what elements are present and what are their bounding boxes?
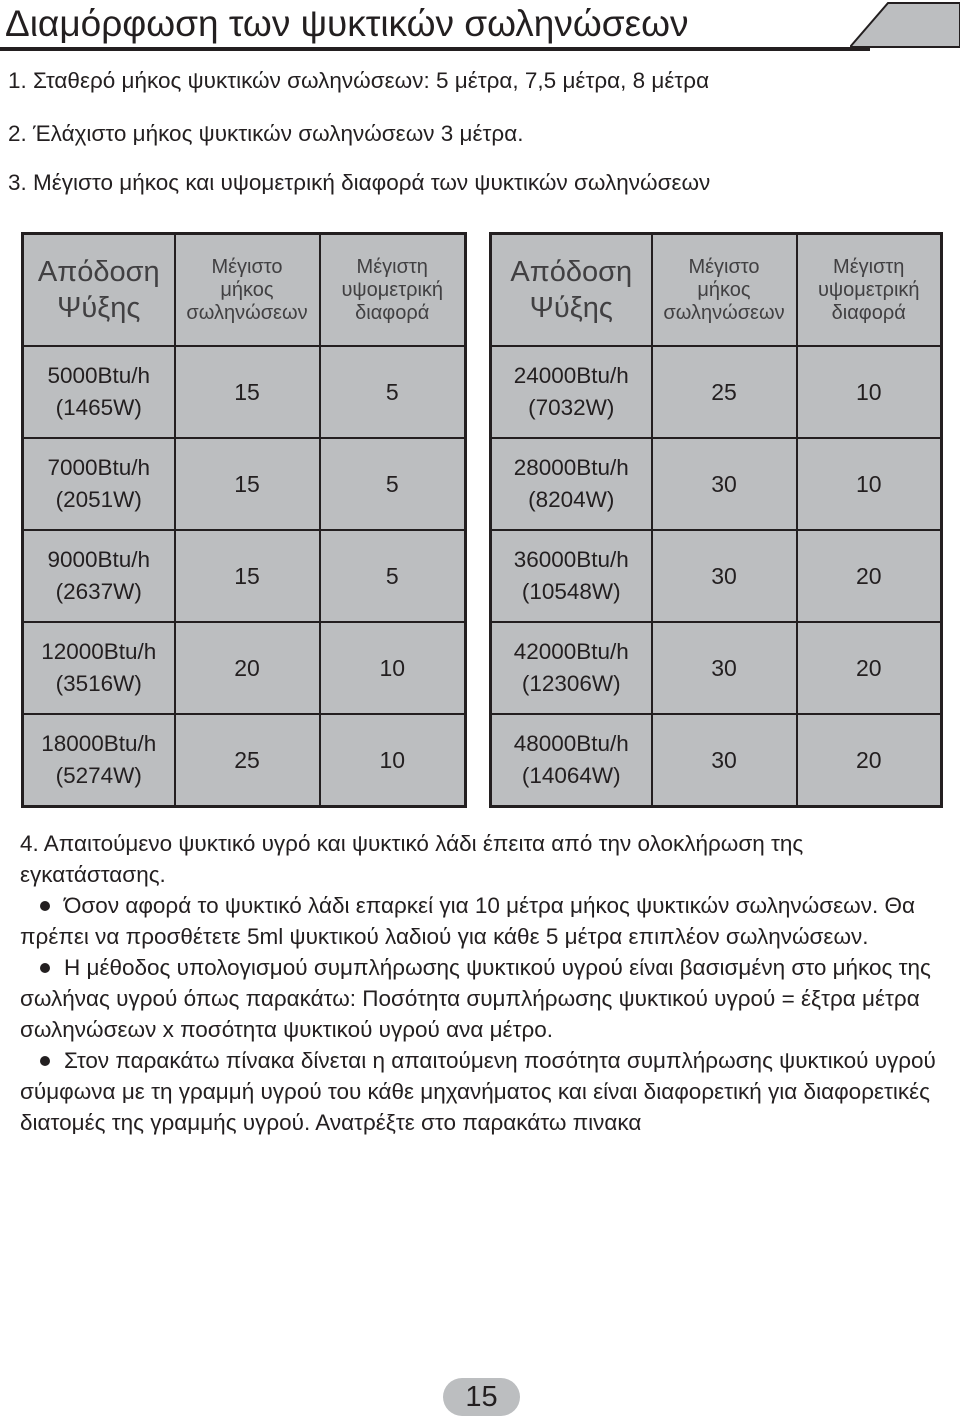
length-cell: 20 xyxy=(175,622,320,714)
capacity-cell: 9000Btu/h (2637W) xyxy=(23,530,175,622)
section-4-heading: 4. Απαιτούμενο ψυκτικό υγρό και ψυκτικό λάδι έπειτα από την ολοκλήρωση της εγκατάστασης. xyxy=(20,831,804,887)
table-row xyxy=(23,714,466,807)
bullet-icon xyxy=(40,1056,50,1066)
title-corner-tab xyxy=(850,2,960,51)
length-cell: 15 xyxy=(175,346,320,438)
table-row xyxy=(23,530,466,622)
length-cell: 15 xyxy=(175,530,320,622)
page-number: 15 xyxy=(443,1378,520,1416)
capacity-cell: 48000Btu/h (14064W) xyxy=(491,714,652,807)
intro-item-3: 3. Μέγιστο μήκος και υψομετρική διαφορά των ψυκτικών σωληνώσεων xyxy=(8,170,711,195)
table-row xyxy=(491,438,942,530)
pipe-table-right xyxy=(489,232,943,808)
height-cell: 5 xyxy=(320,530,466,622)
header-max-length: Μέγιστο μήκος σωληνώσεων xyxy=(652,234,797,347)
capacity-cell: 42000Btu/h (12306W) xyxy=(491,622,652,714)
section-4 xyxy=(20,828,940,1138)
capacity-cell: 18000Btu/h (5274W) xyxy=(23,714,175,807)
header-max-length: Μέγιστο μήκος σωληνώσεων xyxy=(175,234,320,347)
header-max-height: Μέγιστη υψομετρική διαφορά xyxy=(320,234,466,347)
length-cell: 25 xyxy=(175,714,320,807)
height-cell: 20 xyxy=(797,622,942,714)
capacity-cell: 24000Btu/h (7032W) xyxy=(491,346,652,438)
header-max-height: Μέγιστη υψομετρική διαφορά xyxy=(797,234,942,347)
capacity-cell: 12000Btu/h (3516W) xyxy=(23,622,175,714)
length-cell: 30 xyxy=(652,622,797,714)
height-cell: 10 xyxy=(797,346,942,438)
header-capacity: Απόδοση Ψύξης xyxy=(491,234,652,347)
height-cell: 20 xyxy=(797,530,942,622)
capacity-cell: 28000Btu/h (8204W) xyxy=(491,438,652,530)
capacity-cell: 5000Btu/h (1465W) xyxy=(23,346,175,438)
intro-item-2: 2. Έλάχιστο μήκος ψυκτικών σωληνώσεων 3 μέτρα. xyxy=(8,121,524,146)
bullet-table-note: Στον παρακάτω πίνακα δίνεται η απαιτούμενη ποσότητα συμπλήρωσης ψυκτικού υγρού σύμφωνα με τη γραμμή υγρού του κάθε μηχανήματος και είναι διαφορετική για διαφορετικές διατομές της γραμμής υγρού. Ανατρέξτε στο παρακάτω πινακα xyxy=(20,1048,936,1135)
table-row xyxy=(491,530,942,622)
page-title: Διαμόρφωση των ψυκτικών σωληνώσεων xyxy=(5,3,689,44)
capacity-cell: 36000Btu/h (10548W) xyxy=(491,530,652,622)
table-row xyxy=(23,438,466,530)
height-cell: 20 xyxy=(797,714,942,807)
bullet-icon xyxy=(40,963,50,973)
length-cell: 25 xyxy=(652,346,797,438)
capacity-cell: 7000Btu/h (2051W) xyxy=(23,438,175,530)
height-cell: 5 xyxy=(320,346,466,438)
table-row xyxy=(23,622,466,714)
height-cell: 10 xyxy=(320,622,466,714)
height-cell: 5 xyxy=(320,438,466,530)
length-cell: 30 xyxy=(652,438,797,530)
bullet-oil: Όσον αφορά το ψυκτικό λάδι επαρκεί για 10 μέτρα μήκος ψυκτικών σωληνώσεων. Θα πρέπει να προσθέτετε 5ml ψυκτικού λαδιού για κάθε 5 μέτρα επιπλέον σωληνώσεων. xyxy=(20,893,915,949)
length-cell: 15 xyxy=(175,438,320,530)
header-capacity: Απόδοση Ψύξης xyxy=(23,234,175,347)
table-row xyxy=(491,346,942,438)
table-row xyxy=(491,714,942,807)
length-cell: 30 xyxy=(652,530,797,622)
height-cell: 10 xyxy=(797,438,942,530)
length-cell: 30 xyxy=(652,714,797,807)
title-underline xyxy=(0,47,870,51)
table-row xyxy=(23,346,466,438)
bullet-calculation: Η μέθοδος υπολογισμού συμπλήρωσης ψυκτικού υγρού είναι βασισμένη στο μήκος της σωλήνας υγρού όπως παρακάτω: Ποσότητα συμπλήρωσης ψυκτικού υγρού = έξτρα μέτρα σωληνώσεων x ποσότητα ψυκτικού υγρού ανα μέτρο. xyxy=(20,955,931,1042)
table-row xyxy=(491,622,942,714)
height-cell: 10 xyxy=(320,714,466,807)
bullet-icon xyxy=(40,901,50,911)
pipe-table-left xyxy=(21,232,467,808)
intro-item-1: 1. Σταθερό μήκος ψυκτικών σωληνώσεων: 5 μέτρα, 7,5 μέτρα, 8 μέτρα xyxy=(8,68,710,93)
